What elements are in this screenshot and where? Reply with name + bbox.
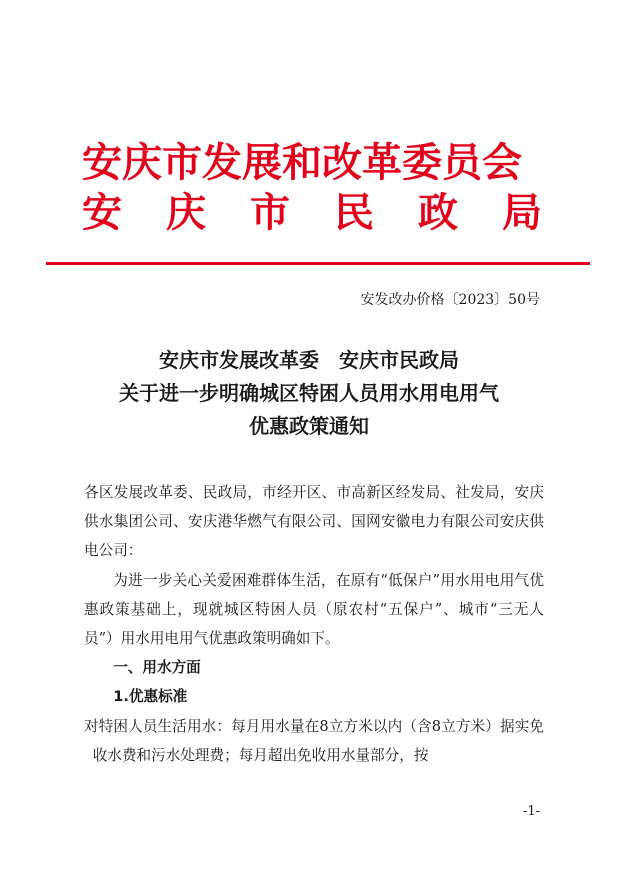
agency-char: 安 (82, 189, 122, 236)
red-divider-line (46, 262, 590, 265)
section-heading: 一、用水方面 (113, 659, 201, 677)
subsection-paragraph: 对特困人员生活用水：每月用水量在8立方米以内（含8立方米）据实免收水费和污水处理费；每月超出免收用水量部分，按 (84, 717, 544, 764)
subsection-heading: 1.优惠标准 (113, 688, 188, 706)
agency-char: 民 (334, 189, 374, 236)
document-title-line-1: 安庆市发展改革委 安庆市民政局 (159, 348, 459, 372)
agency-char: 局 (502, 189, 542, 236)
agency-char: 庆 (166, 189, 206, 236)
addressees-paragraph: 各区发展改革委、民政局，市经开区、市高新区经发局、社发局，安庆供水集团公司、安庆港华燃气有限公司、国网安徽电力有限公司安庆供电公司： (84, 484, 544, 560)
agency-name-line-1: 安庆市发展和改革委员会 (82, 139, 522, 186)
document-title-line-3: 优惠政策通知 (249, 414, 369, 438)
agency-char: 市 (250, 189, 290, 236)
intro-paragraph: 为进一步关心关爱困难群体生活，在原有“低保户”用水用电用气优惠政策基础上，现就城区特困人员（原农村“五保户”、城市“三无人员”）用水用电用气优惠政策明确如下。 (84, 571, 544, 648)
page-number: -1- (522, 804, 540, 819)
agency-char: 政 (418, 189, 458, 236)
document-number: 安发改办价格〔2023〕50号 (360, 292, 540, 308)
document-title-line-2: 关于进一步明确城区特困人员用水用电用气 (119, 381, 499, 405)
document-body (84, 478, 544, 770)
agency-name-line-2 (82, 190, 542, 236)
